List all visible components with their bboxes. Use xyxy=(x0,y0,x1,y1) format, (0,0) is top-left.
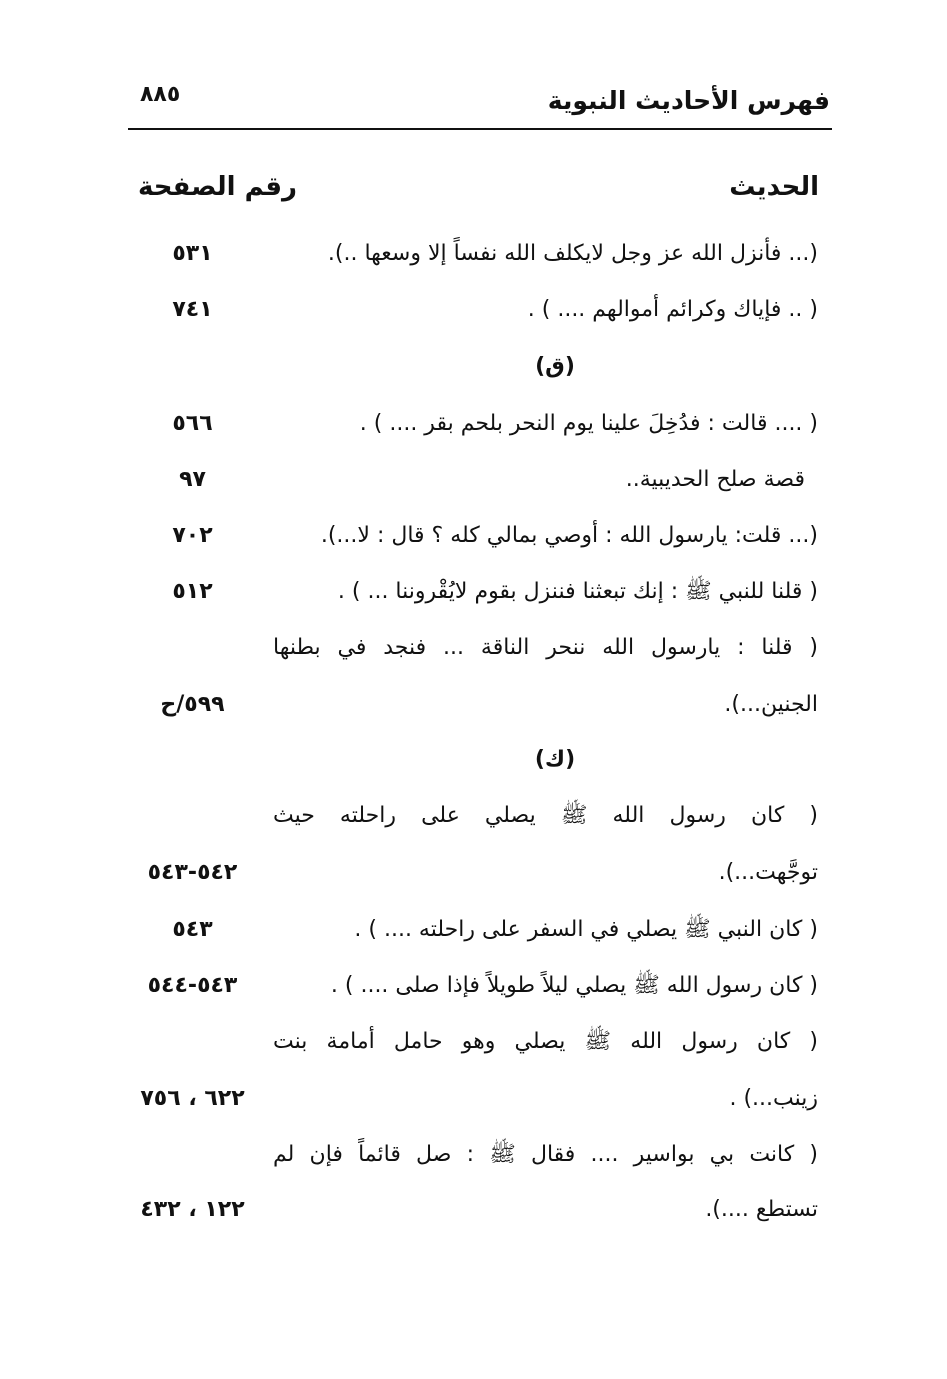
hadith-text: ( كان رسول الله ﷺ يصلي وهو حامل أمامة بنت xyxy=(273,1029,818,1054)
list-item xyxy=(0,404,940,444)
list-item xyxy=(0,1190,940,1230)
section-letter: (ك) xyxy=(534,747,576,772)
list-item xyxy=(0,1135,940,1175)
list-item xyxy=(0,853,940,893)
page-reference: ٦٢٢ ، ٧٥٦ xyxy=(140,1086,245,1111)
page-reference: ٧٤١ xyxy=(172,297,213,322)
hadith-text: ( كان رسول الله ﷺ يصلي على راحلته حيث xyxy=(273,803,818,828)
list-item xyxy=(0,1022,940,1062)
section-letter: (ق) xyxy=(535,354,575,379)
page-reference: ٥٩٩/ح xyxy=(160,692,225,717)
column-heading-page-number: رقم الصفحة xyxy=(138,172,297,202)
hadith-text: ( قلنا للنبي ﷺ : إنك تبعثنا فننزل بقوم لايُقْروننا ... ) . xyxy=(337,579,818,604)
list-item xyxy=(0,234,940,274)
list-item xyxy=(0,290,940,330)
hadith-text: ( .. فإياك وكرائم أموالهم .... ) . xyxy=(527,297,818,322)
list-item xyxy=(0,796,940,836)
hadith-text: (... قلت: يارسول الله : أوصي بمالي كله ؟ قال : لا...). xyxy=(320,523,818,548)
list-item xyxy=(0,572,940,612)
page-reference: ٥٤٢-٥٤٣ xyxy=(147,860,238,885)
hadith-text: ( كان النبي ﷺ يصلي في السفر على راحلته .... ) . xyxy=(354,917,818,942)
header-title: فهرس الأحاديث النبوية xyxy=(547,86,830,115)
hadith-text: ( كان رسول الله ﷺ يصلي ليلاً طويلاً فإذا صلى .... ) . xyxy=(330,973,818,998)
page-reference: ٥١٢ xyxy=(172,579,213,604)
hadith-text: ( .... قالت : فدُخِلَ علينا يوم النحر بلحم بقر .... ) . xyxy=(359,411,818,436)
hadith-text: تستطع ....). xyxy=(705,1197,818,1222)
page-reference: ١٢٢ ، ٤٣٢ xyxy=(140,1197,245,1222)
hadith-text: قصة صلح الحديبية.. xyxy=(625,467,805,492)
running-header xyxy=(128,80,832,130)
hadith-text: ( قلنا : يارسول الله ننحر الناقة ... فنجد في بطنها xyxy=(273,635,818,660)
hadith-text: توجَّهت...). xyxy=(718,860,818,885)
page-reference: ٥٦٦ xyxy=(172,411,213,436)
list-item xyxy=(0,1079,940,1119)
list-item xyxy=(0,628,940,668)
list-item xyxy=(0,516,940,556)
page-reference: ٥٣١ xyxy=(172,241,213,266)
hadith-text: الجنين...). xyxy=(724,692,818,717)
list-item xyxy=(0,910,940,950)
hadith-text: (... فأنزل الله عز وجل لايكلف الله نفساً إلا وسعها ..). xyxy=(327,241,818,266)
page-reference: ٥٤٣-٥٤٤ xyxy=(147,973,238,998)
list-item xyxy=(0,685,940,725)
page-reference: ٥٤٣ xyxy=(172,917,213,942)
page-reference: ٩٧ xyxy=(179,467,206,492)
hadith-text: ( كانت بي بواسير .... فقال ﷺ : صل قائماً فإن لم xyxy=(273,1142,818,1167)
page-reference: ٧٠٢ xyxy=(172,523,213,548)
list-item xyxy=(0,460,940,500)
page-number: ٨٨٥ xyxy=(140,82,181,107)
hadith-text: زينب...) . xyxy=(729,1086,818,1111)
column-heading-hadith: الحديث xyxy=(729,172,819,202)
list-item xyxy=(0,966,940,1006)
